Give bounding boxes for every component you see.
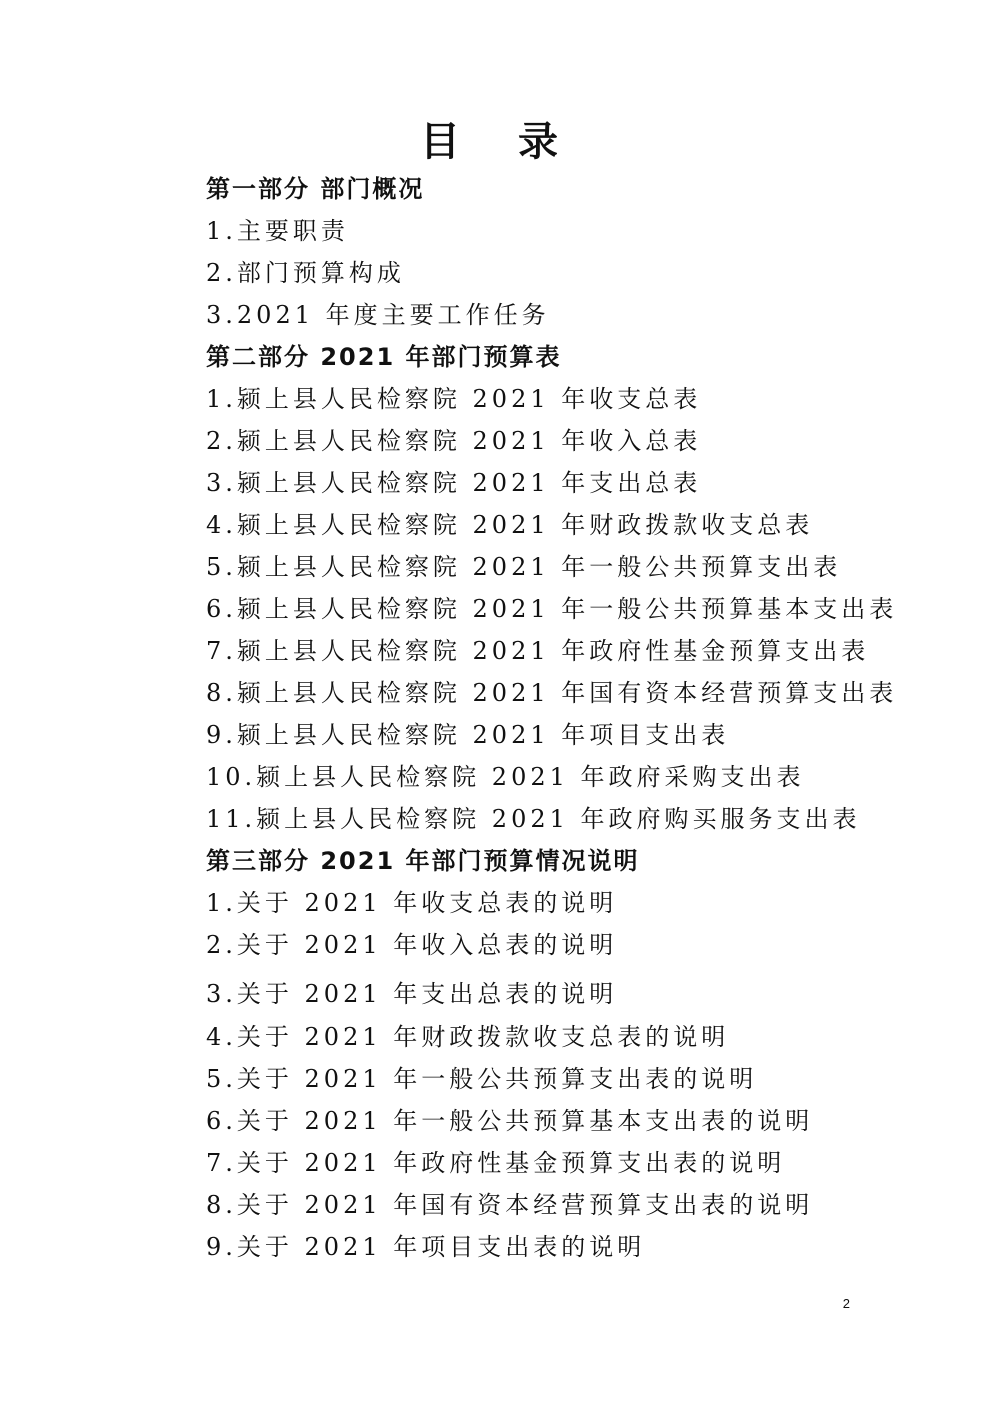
toc-section-heading: 第一部分 部门概况 (206, 175, 425, 203)
toc-item: 5.关于 2021 年一般公共预算支出表的说明 (206, 1065, 758, 1093)
toc-item: 2.部门预算构成 (206, 259, 405, 287)
toc-item: 8.颍上县人民检察院 2021 年国有资本经营预算支出表 (206, 679, 898, 707)
toc-item: 6.颍上县人民检察院 2021 年一般公共预算基本支出表 (206, 595, 898, 623)
toc-section-heading: 第二部分 2021 年部门预算表 (206, 343, 562, 371)
toc-item: 9.颍上县人民检察院 2021 年项目支出表 (206, 721, 730, 749)
toc-item: 5.颍上县人民检察院 2021 年一般公共预算支出表 (206, 553, 842, 581)
toc-item: 3.2021 年度主要工作任务 (206, 301, 550, 329)
toc-item: 6.关于 2021 年一般公共预算基本支出表的说明 (206, 1107, 814, 1135)
toc-item: 1.关于 2021 年收支总表的说明 (206, 889, 618, 917)
toc-item: 7.关于 2021 年政府性基金预算支出表的说明 (206, 1149, 786, 1177)
toc-item: 3.颍上县人民检察院 2021 年支出总表 (206, 469, 702, 497)
toc-item: 4.颍上县人民检察院 2021 年财政拨款收支总表 (206, 511, 814, 539)
page-title: 目 录 (420, 119, 580, 165)
toc-item: 4.关于 2021 年财政拨款收支总表的说明 (206, 1023, 730, 1051)
toc-item: 8.关于 2021 年国有资本经营预算支出表的说明 (206, 1191, 814, 1219)
toc-item: 10.颍上县人民检察院 2021 年政府采购支出表 (206, 763, 805, 791)
toc-item: 2.颍上县人民检察院 2021 年收入总表 (206, 427, 702, 455)
toc-item: 1.颍上县人民检察院 2021 年收支总表 (206, 385, 702, 413)
page-number: 2 (842, 1296, 850, 1311)
toc-item: 2.关于 2021 年收入总表的说明 (206, 931, 618, 959)
toc-section-heading: 第三部分 2021 年部门预算情况说明 (206, 847, 640, 875)
toc-item: 3.关于 2021 年支出总表的说明 (206, 980, 618, 1008)
toc-item: 11.颍上县人民检察院 2021 年政府购买服务支出表 (206, 805, 861, 833)
toc-item: 7.颍上县人民检察院 2021 年政府性基金预算支出表 (206, 637, 870, 665)
toc-item: 1.主要职责 (206, 217, 349, 245)
toc-item: 9.关于 2021 年项目支出表的说明 (206, 1233, 646, 1261)
